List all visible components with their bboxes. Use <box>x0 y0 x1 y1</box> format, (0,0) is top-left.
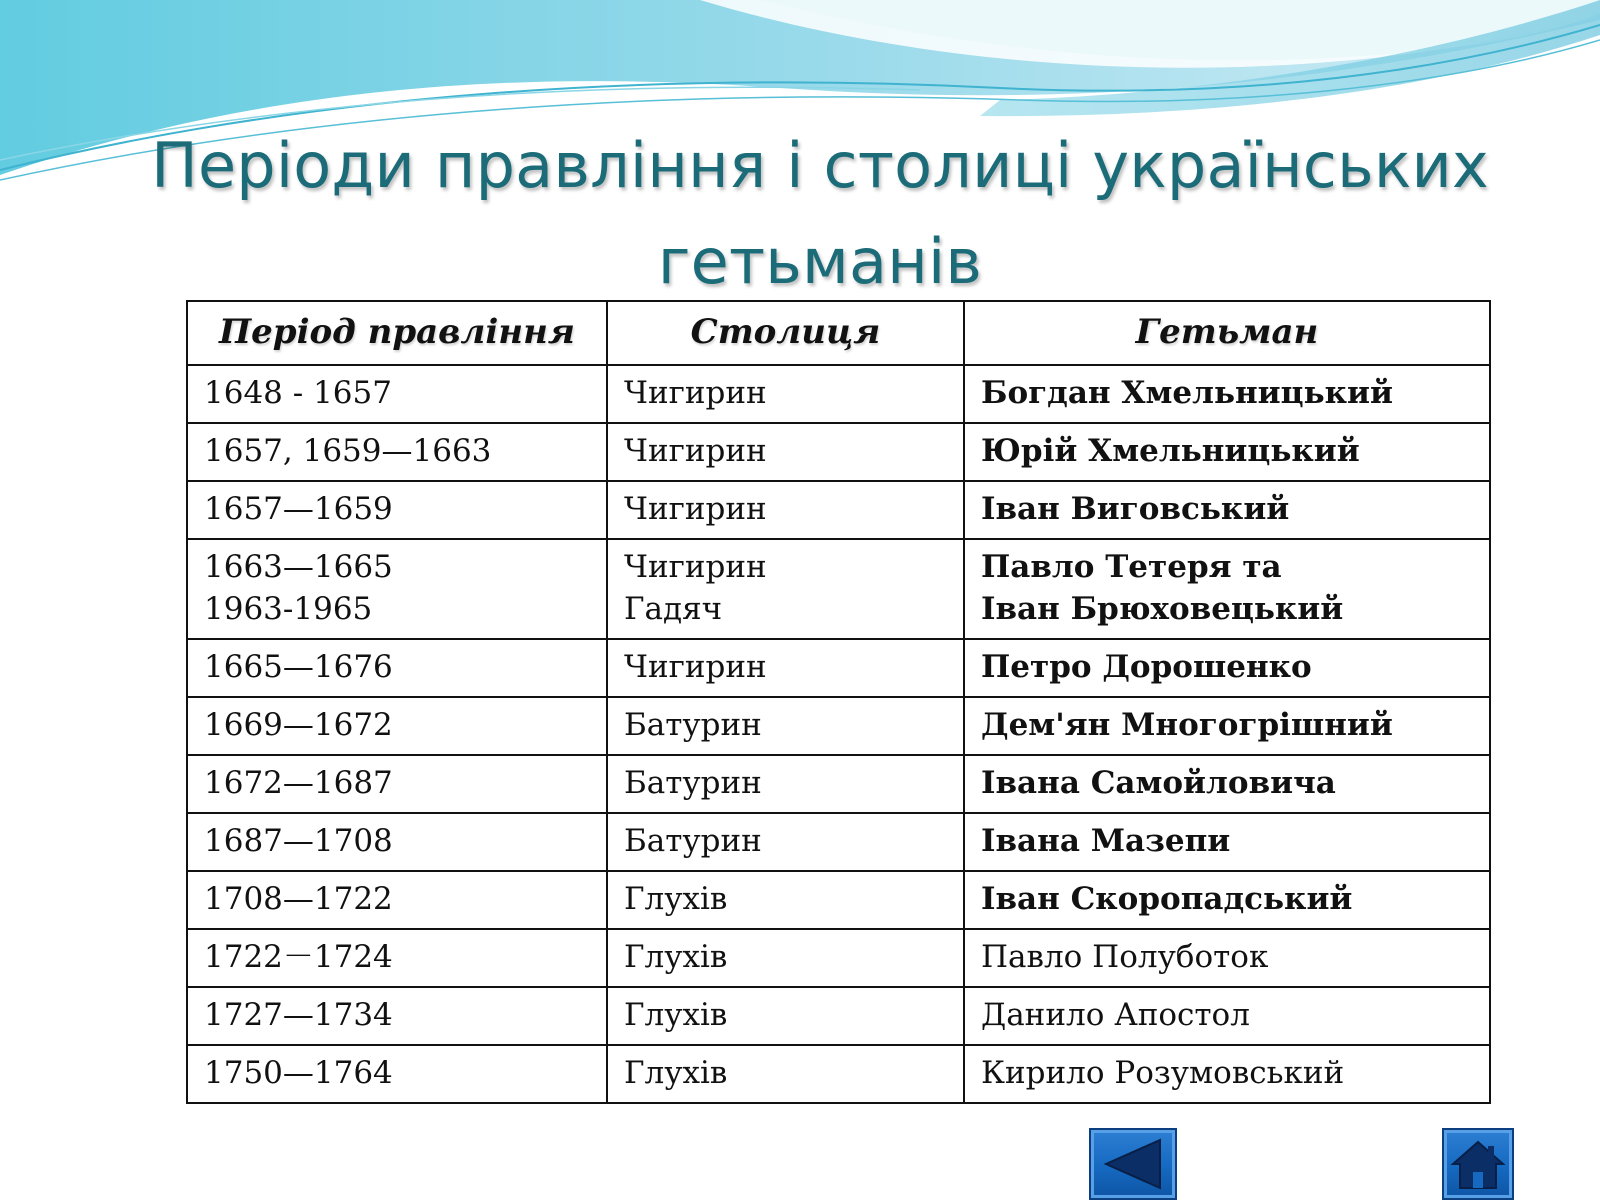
home-button[interactable] <box>1442 1128 1514 1200</box>
capital-text: Глухів <box>624 881 728 917</box>
table-row <box>187 813 1490 871</box>
hetman-cell <box>964 365 1490 423</box>
table-row <box>187 539 1490 639</box>
capital-text: Чигирин <box>624 491 767 527</box>
period-cell <box>187 423 607 481</box>
hetman-text: Іван Виговський <box>981 491 1290 527</box>
back-button[interactable] <box>1089 1128 1177 1200</box>
hetman-text: Богдан Хмельницький <box>981 375 1393 411</box>
capital-cell <box>607 755 964 813</box>
hetman-cell <box>964 987 1490 1045</box>
capital-cell <box>607 813 964 871</box>
hetman-cell <box>964 929 1490 987</box>
column-header-capital: Столиця <box>607 301 964 365</box>
table-row <box>187 365 1490 423</box>
period-cell <box>187 365 607 423</box>
table-row <box>187 929 1490 987</box>
hetman-text: Кирило Розумовський <box>981 1055 1345 1091</box>
capital-text: Батурин <box>624 765 762 801</box>
table-row <box>187 639 1490 697</box>
capital-cell <box>607 423 964 481</box>
capital-cell <box>607 481 964 539</box>
period-text: 1657—1659 <box>204 491 393 527</box>
hetman-text: Данило Апостол <box>981 997 1250 1033</box>
hetman-text: Івана Самойловича <box>981 765 1336 801</box>
table-row <box>187 423 1490 481</box>
capital-cell <box>607 697 964 755</box>
period-cell <box>187 1045 607 1103</box>
period-text: 1722－1724 <box>204 939 393 975</box>
period-cell <box>187 813 607 871</box>
hetman-text: Павло Полуботок <box>981 939 1269 975</box>
period-text: 1727—1734 <box>204 997 393 1033</box>
capital-text: Чигирин <box>624 375 767 411</box>
capital-cell <box>607 539 964 639</box>
capital-cell <box>607 929 964 987</box>
period-text: 1672—1687 <box>204 765 393 801</box>
title-line-1: Періоди правління і столиці українських <box>151 129 1489 202</box>
period-text: 1963-1965 <box>204 591 373 627</box>
table-row <box>187 987 1490 1045</box>
hetman-cell <box>964 539 1490 639</box>
period-cell <box>187 639 607 697</box>
hetman-text: Павло Тетеря та <box>981 549 1282 585</box>
capital-text: Глухів <box>624 939 728 975</box>
title-line-2: гетьманів <box>657 225 983 298</box>
hetman-table-container <box>186 300 1489 1104</box>
table-row <box>187 481 1490 539</box>
hetman-text: Юрій Хмельницький <box>981 433 1360 469</box>
capital-text: Батурин <box>624 707 762 743</box>
capital-text: Глухів <box>624 997 728 1033</box>
hetman-cell <box>964 423 1490 481</box>
capital-cell <box>607 987 964 1045</box>
period-cell <box>187 697 607 755</box>
hetman-text: Івана Мазепи <box>981 823 1231 859</box>
hetman-text: Іван Скоропадський <box>981 881 1353 917</box>
hetman-text: Іван Брюховецький <box>981 591 1344 627</box>
home-icon <box>1449 1136 1507 1192</box>
period-text: 1750—1764 <box>204 1055 393 1091</box>
capital-text: Батурин <box>624 823 762 859</box>
period-text: 1665—1676 <box>204 649 393 685</box>
period-text: 1657, 1659—1663 <box>204 433 492 469</box>
period-cell <box>187 755 607 813</box>
hetman-table <box>186 300 1491 1104</box>
capital-cell <box>607 365 964 423</box>
hetman-cell <box>964 697 1490 755</box>
period-text: 1663—1665 <box>204 549 393 585</box>
hetman-cell <box>964 871 1490 929</box>
period-text: 1687—1708 <box>204 823 393 859</box>
period-cell <box>187 539 607 639</box>
hetman-cell <box>964 1045 1490 1103</box>
table-header-row <box>187 301 1490 365</box>
hetman-cell <box>964 639 1490 697</box>
capital-cell <box>607 871 964 929</box>
period-cell <box>187 481 607 539</box>
table-row <box>187 871 1490 929</box>
period-cell <box>187 987 607 1045</box>
slide-title <box>140 118 1500 310</box>
table-row <box>187 697 1490 755</box>
table-row <box>187 1045 1490 1103</box>
table-row <box>187 755 1490 813</box>
hetman-text: Дем'ян Многогрішний <box>981 707 1393 743</box>
capital-text: Чигирин <box>624 549 767 585</box>
capital-cell <box>607 1045 964 1103</box>
period-cell <box>187 871 607 929</box>
hetman-text: Петро Дорошенко <box>981 649 1312 685</box>
period-text: 1669—1672 <box>204 707 393 743</box>
capital-text: Гадяч <box>624 591 723 627</box>
hetman-cell <box>964 481 1490 539</box>
period-text: 1648 - 1657 <box>204 375 392 411</box>
capital-text: Чигирин <box>624 649 767 685</box>
capital-cell <box>607 639 964 697</box>
left-triangle-icon <box>1098 1136 1168 1192</box>
capital-text: Глухів <box>624 1055 728 1091</box>
period-cell <box>187 929 607 987</box>
capital-text: Чигирин <box>624 433 767 469</box>
table-body <box>187 365 1490 1103</box>
column-header-period: Період правління <box>187 301 607 365</box>
period-text: 1708—1722 <box>204 881 393 917</box>
column-header-hetman: Гетьман <box>964 301 1490 365</box>
hetman-cell <box>964 813 1490 871</box>
hetman-cell <box>964 755 1490 813</box>
